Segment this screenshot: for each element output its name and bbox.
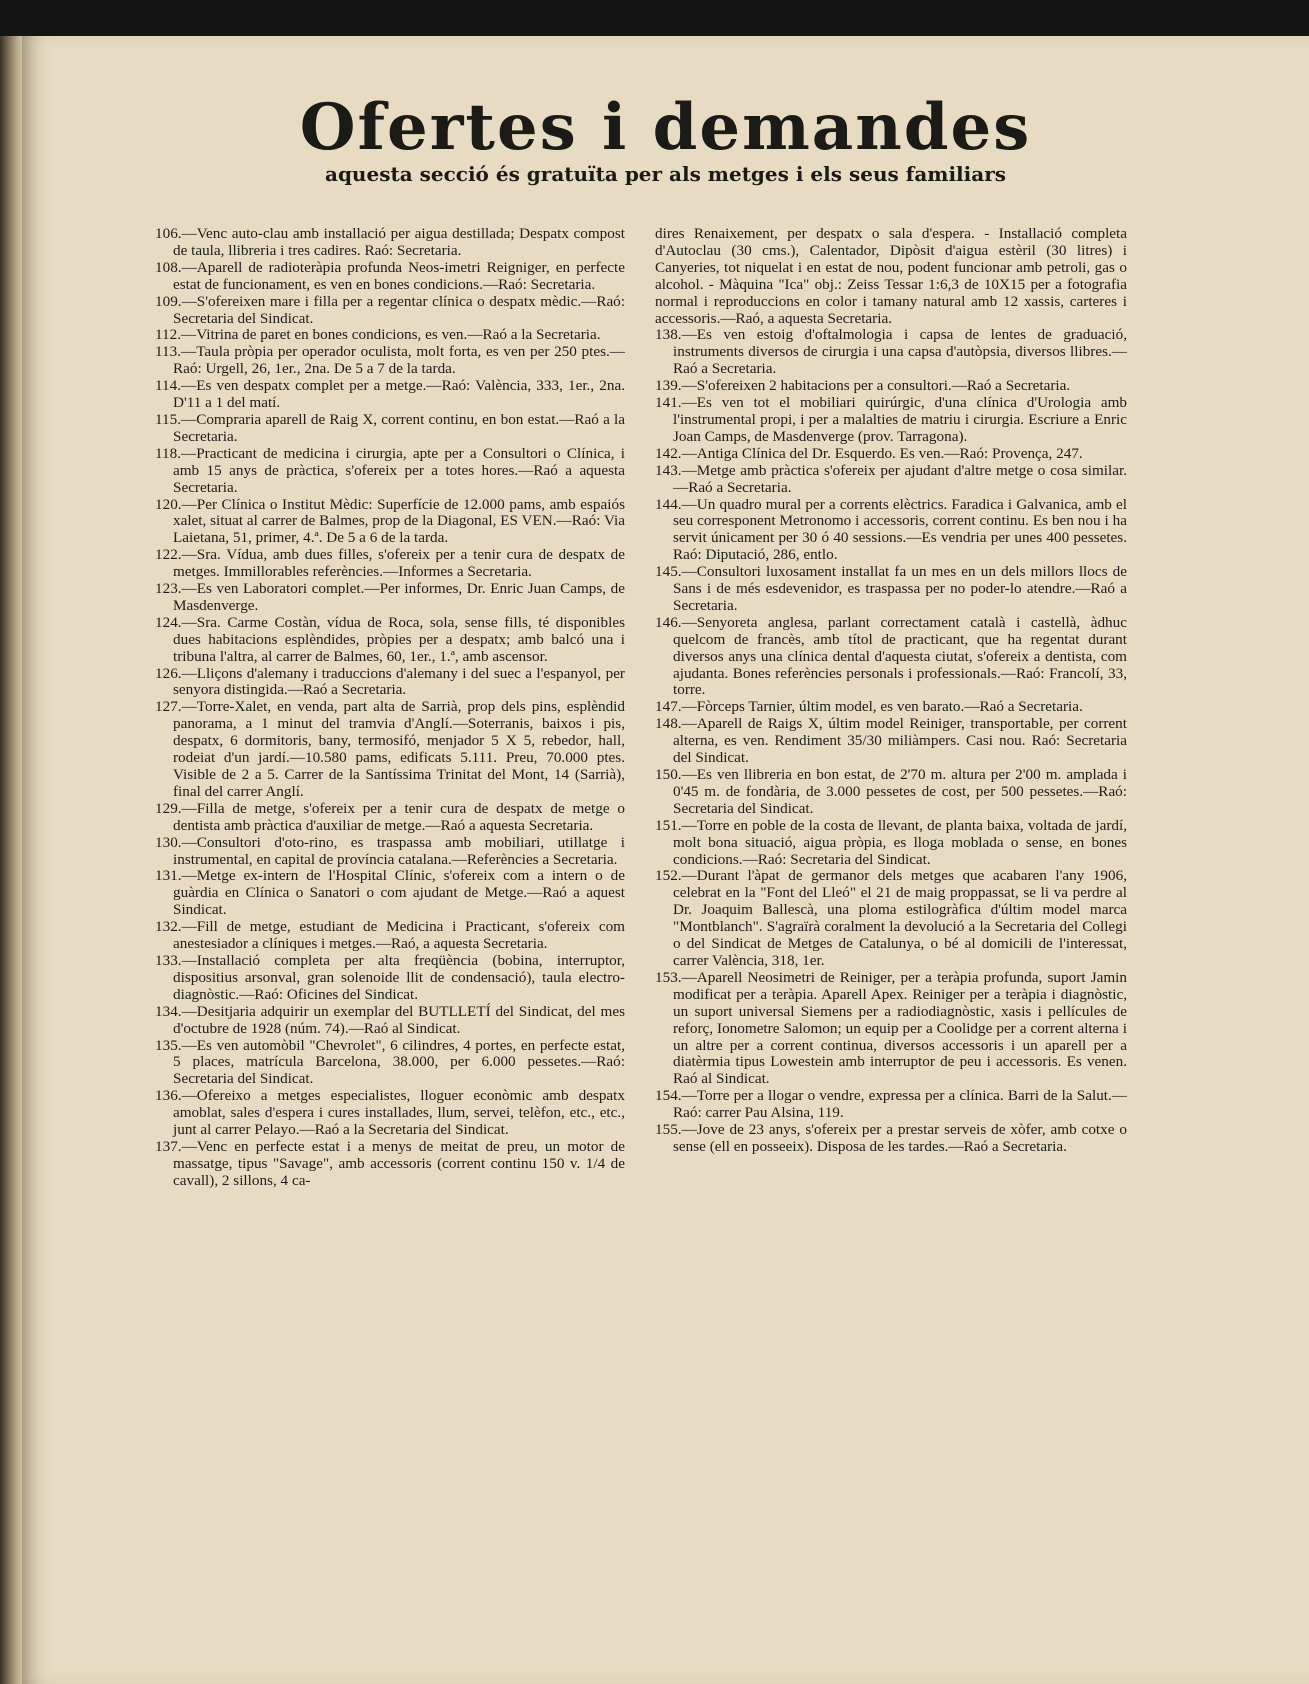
classified-ad: 120.—Per Clínica o Institut Mèdic: Superfície de 12.000 pams, amb espaiós xalet, situat al carrer de Balmes, prop de la Diagonal, ES VEN.—Raó: Via Laietana, 51, primer, 4.ª. De 5 a 6 de la tarda. [155, 495, 625, 547]
book-spine [0, 36, 24, 1684]
classified-ad: 123.—Es ven Laboratori complet.—Per informes, Dr. Enric Juan Camps, de Masdenverge. [155, 580, 625, 614]
classified-ad: 135.—Es ven automòbil "Chevrolet", 6 cilindres, 4 portes, en perfecte estat, 5 places, matrícula Barcelona, 38.000, per 6.000 pessetes.—Raó: Secretaria del Sindicat. [155, 1036, 625, 1088]
classified-ad: 127.—Torre-Xalet, en venda, part alta de Sarrià, prop dels pins, esplèndid panorama, a 1 minut del tramvia d'Anglí.—Soterranis, baixos i pis, despatx, 6 dormitoris, bany, termosifó, menjador 5 X 5, rebedor, hall, rodeiat d'un jardí.—10.580 pams, edificats 5.111. Preu, 70.000 ptes. Visible de 2 a 5. Carrer de la Santíssima Trinitat del Mont, 14 (Sarrià), final del carrer Anglí. [155, 698, 625, 800]
classified-ad: 113.—Taula pròpia per operador oculista, molt forta, es ven per 250 ptes.—Raó: Urgell, 26, 1er., 2na. De 5 a 7 de la tarda. [155, 343, 625, 378]
classified-ad: 106.—Venc auto-clau amb installació per aigua destillada; Despatx compost de taula, llibreria i tres cadires. Raó: Secretaria. [155, 225, 625, 259]
page-subtitle: aquesta secció és gratuïta per als metges i els seus familiars [324, 162, 1006, 186]
classified-ad: dires Renaixement, per despatx o sala d'espera. - Installació completa d'Autoclau (30 cms.), Calentador, Dipòsit d'aigua estèril (30 litres) i Canyeries, tot niquelat i en estat de nou, podent funcionar amb petroli, gas o alcohol. - Màquina "Ica" obj.: Zeiss Tessar 1:6,3 de 10X15 per a fotografia normal i reproduccions en color i tamany natural amb 12 xassis, carteres i accessoris.—Raó, a aquesta Secretaria. [655, 225, 1127, 327]
classified-ad: 153.—Aparell Neosimetri de Reiniger, per a teràpia profunda, suport Jamin modificat per a teràpia. Aparell Apex. Reiniger per a teràpia i diagnòstic, un suport universal Siemens per a radiodiagnòstic, xasis i pellícules de reforç, Ionometre Salomon; un equip per a Coolidge per a corrent alterna i un altre per a corrent continua, diversos accessoris i un aparell per a diatèrmia tipus Lowestein amb interruptor de peu i accessoris. Es venen. Raó al Sindicat. [655, 968, 1127, 1088]
right-column [655, 226, 1127, 1156]
classified-ad: 124.—Sra. Carme Costàn, vídua de Roca, sola, sense fills, té disponibles dues habitacions esplèndides, pròpies per a despatx; amb balcó una i tribuna l'altra, al carrer de Balmes, 60, 1er., 1.ª, amb ascensor. [155, 613, 625, 665]
classified-ad: 109.—S'ofereixen mare i filla per a regentar clínica o despatx mèdic.—Raó: Secretaria del Sindicat. [155, 292, 625, 327]
classified-ad: 154.—Torre per a llogar o vendre, expressa per a clínica. Barri de la Salut.—Raó: carrer Pau Alsina, 119. [655, 1087, 1127, 1122]
classified-ad: 122.—Sra. Vídua, amb dues filles, s'ofereix per a tenir cura de despatx de metges. Immillorables referències.—Informes a Secretaria. [155, 546, 625, 581]
classified-ad: 150.—Es ven llibreria en bon estat, de 2'70 m. altura per 2'00 m. amplada i 0'45 m. de fondària, de 3.000 pessetes de cost, per 500 pessetes.—Raó: Secretaria del Sindicat. [655, 766, 1127, 817]
classified-ad: 143.—Metge amb pràctica s'ofereix per ajudant d'altre metge o cosa similar.—Raó a Secretaria. [655, 461, 1127, 496]
classified-ad: 129.—Filla de metge, s'ofereix per a tenir cura de despatx de metge o dentista amb pràctica d'auxiliar de metge.—Raó a aquesta Secretaria. [155, 799, 625, 834]
classified-ad: 114.—Es ven despatx complet per a metge.—Raó: València, 333, 1er., 2na. D'11 a 1 del matí. [155, 377, 625, 412]
classified-ad: 155.—Jove de 23 anys, s'ofereix per a prestar serveis de xòfer, amb cotxe o sense (ell en posseeix). Disposa de les tardes.—Raó a Secretaria. [655, 1121, 1127, 1155]
classified-ad: 147.—Fòrceps Tarnier, últim model, es ven barato.—Raó a Secretaria. [655, 698, 1083, 716]
classified-ad: 115.—Compraria aparell de Raig X, corrent continu, en bon estat.—Raó a la Secretaria. [155, 410, 625, 445]
classified-ad: 151.—Torre en poble de la costa de llevant, de planta baixa, voltada de jardí, molt bona situació, aigua pròpia, es lloga moblada o sense, en bones condicions.—Raó: Secretaria del Sindicat. [655, 816, 1127, 868]
classified-ad: 134.—Desitjaria adquirir un exemplar del BUTLLETÍ del Sindicat, del mes d'octubre de 1928 (núm. 74).—Raó al Sindicat. [155, 1002, 625, 1037]
classified-ad: 130.—Consultori d'oto-rino, es traspassa amb mobiliari, utillatge i instrumental, en capital de província catalana.—Referències a Secretaria. [155, 833, 625, 868]
classified-ad: 148.—Aparell de Raigs X, últim model Reiniger, transportable, per corrent alterna, es ven. Rendiment 35/30 miliàmpers. Casi nou. Raó: Secretaria del Sindicat. [655, 715, 1127, 767]
classified-ad: 112.—Vitrina de paret en bones condicions, es ven.—Raó a la Secretaria. [155, 326, 601, 344]
classified-ad: 137.—Venc en perfecte estat i a menys de meitat de preu, un motor de massatge, tipus "Savage", amb accessoris (corrent continu 150 v. 1/4 de cavall), 2 sillons, 4 ca- [155, 1137, 625, 1189]
classified-ad: 132.—Fill de metge, estudiant de Medicina i Practicant, s'ofereix com anestesiador a clíniques i metges.—Raó, a aquesta Secretaria. [155, 918, 625, 953]
classified-ad: 145.—Consultori luxosament installat fa un mes en un dels millors llocs de Sans i de més esdevenidor, es traspassa per no poder-lo atendre.—Raó a Secretaria. [655, 563, 1127, 614]
classified-ad: 144.—Un quadro mural per a corrents elèctrics. Faradica i Galvanica, amb el seu corresponent Metronomo i accessoris, corrent continu. Es ben nou i ha servit únicament per 30 ó 40 sessions.—Es vendria per unes 400 pessetes. Raó: Diputació, 286, entlo. [655, 495, 1127, 564]
page-title: Ofertes i demandes [299, 90, 1032, 165]
page [22, 36, 1309, 1684]
classified-ad: 118.—Practicant de medicina i cirurgia, apte per a Consultori o Clínica, i amb 15 anys de pràctica, s'ofereix per a totes hores.—Raó a aquesta Secretaria. [155, 444, 625, 496]
classified-ad: 146.—Senyoreta anglesa, parlant correctament català i castellà, àdhuc quelcom de francès, amb títol de practicant, que ha regentat durant diversos anys una clínica dental d'aquesta ciutat, s'ofereix a dentista, com ajudanta. Bones referències personals i professionals.—Raó: Francolí, 33, torre. [655, 613, 1127, 699]
classified-ad: 142.—Antiga Clínica del Dr. Esquerdo. Es ven.—Raó: Provença, 247. [655, 444, 1083, 462]
classified-ad: 131.—Metge ex-intern de l'Hospital Clínic, s'ofereix com a intern o de guàrdia en Clínica o Sanatori o com ajudant de Metge.—Raó a aquest Sindicat. [155, 867, 625, 919]
left-column [155, 226, 625, 1190]
classified-ad: 133.—Installació completa per alta freqüència (bobina, interruptor, dispositius arsonval, gran solenoide llit de condensació), taula electro-diagnòstic.—Raó: Oficines del Sindicat. [155, 951, 625, 1003]
classified-ad: 126.—Lliçons d'alemany i traduccions d'alemany i del suec a l'espanyol, per senyora distingida.—Raó a Secretaria. [155, 664, 625, 699]
classified-ad: 139.—S'ofereixen 2 habitacions per a consultori.—Raó a Secretaria. [655, 377, 1071, 395]
classified-ad: 141.—Es ven tot el mobiliari quirúrgic, d'una clínica d'Urologia amb l'instrumental propi, i per a malalties de matriu i cirurgia. Escriure a Enric Joan Camps, de Masdenverge (prov. Tarragona). [655, 394, 1127, 445]
classified-ad: 108.—Aparell de radioteràpia profunda Neos-imetri Reigniger, en perfecte estat de funcionament, es ven en bones condicions.—Raó: Secretaria. [155, 258, 625, 293]
classified-ad: 136.—Ofereixo a metges especialistes, lloguer econòmic amb despatx amoblat, sales d'espera i cures installades, llum, servei, telèfon, etc., etc., junt al carrer Pelayo.—Raó a la Secretaria del Sindicat. [155, 1087, 625, 1139]
classified-ad: 152.—Durant l'àpat de germanor dels metges que acabaren l'any 1906, celebrat en la "Font del Lleó" el 21 de maig proppassat, se li va perdre al Dr. Joaquim Ballescà, una ploma estilogràfica d'últim model marca "Montblanch". S'agraïrà coralment la devolució a la Secretaria del Collegi o del Sindicat de Metges de Catalunya, o bé al domicili de l'interessat, carrer València, 318, 1er. [655, 867, 1127, 969]
classified-ad: 138.—Es ven estoig d'oftalmologia i capsa de lentes de graduació, instruments diversos de cirurgia i una capsa d'autòpsia, diversos llibres.—Raó a Secretaria. [655, 326, 1127, 378]
